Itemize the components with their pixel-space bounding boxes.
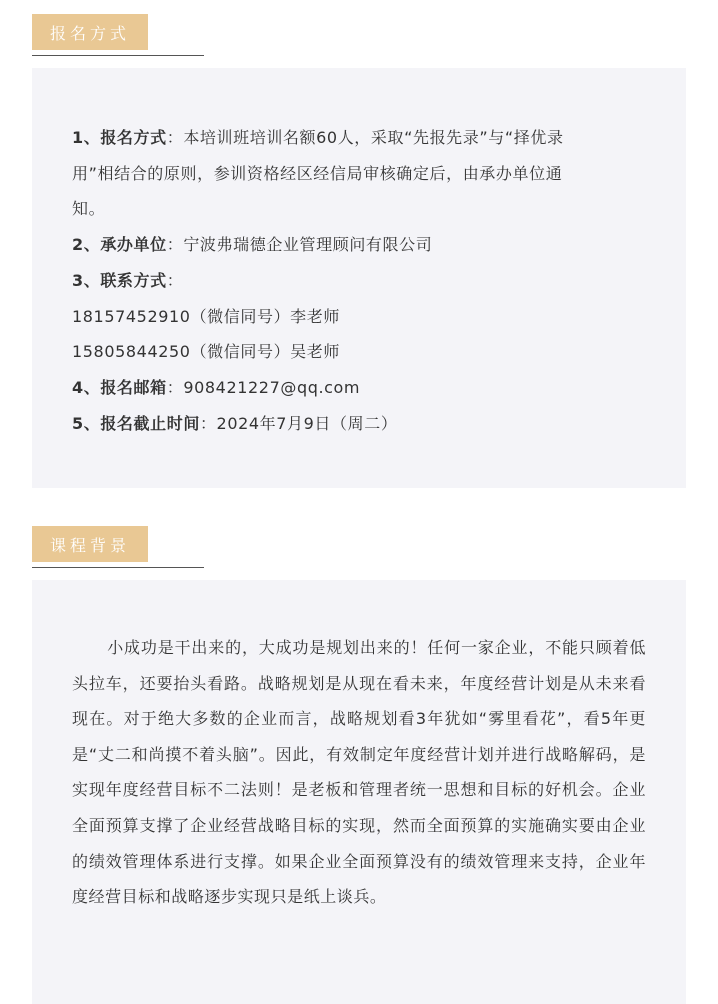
signup-item-contact-text: ： (166, 270, 184, 290)
background-card (32, 580, 686, 1004)
signup-item-organizer (72, 227, 646, 263)
signup-tag-underline (32, 55, 204, 56)
signup-item-deadline-label: 5、报名截止时间 (72, 413, 200, 433)
background-paragraph: 小成功是干出来的，大成功是规划出来的！任何一家企业，不能只顾着低头拉车，还要抬头看路。战略规划是从现在看未来，年度经营计划是从未来看现在。对于绝大多数的企业而言，战略规划看3年犹如“雾里看花”，看5年更是“丈二和尚摸不着头脑”。因此，有效制定年度经营计划并进行战略解码，是实现年度经营目标不二法则！是老板和管理者统一思想和目标的好机会。企业全面预算支撑了企业经营战略目标的实现，然而全面预算的实施确实要由企业的绩效管理体系进行支撑。如果企业全面预算没有的绩效管理来支持，企业年度经营目标和战略逐步实现只是纸上谈兵。 (72, 638, 646, 907)
signup-item-deadline-text: ：2024年7月9日（周二） (199, 413, 398, 433)
signup-item-method-label: 1、报名方式 (72, 128, 167, 147)
background-section-tag: 课程背景 (32, 526, 148, 562)
signup-item-organizer-label: 2、承办单位 (72, 235, 167, 255)
signup-contact-phone-1: 18157452910（微信同号）李老师 (72, 306, 340, 326)
background-tag-underline (32, 567, 204, 568)
signup-contact-phone-2: 15805844250（微信同号）吴老师 (72, 342, 340, 362)
signup-item-contact (72, 263, 646, 299)
signup-card (32, 68, 686, 488)
signup-item-organizer-text: ：宁波弗瑞德企业管理顾问有限公司 (166, 235, 433, 255)
signup-item-method-text: ：本培训班培训名额60人，采取“先报先录”与“择优录 (166, 128, 564, 147)
signup-item-email (72, 370, 646, 406)
signup-item-email-text: ：908421227@qq.com (166, 377, 361, 397)
signup-item-method-line3: 知。 (72, 199, 106, 219)
signup-item-email-label: 4、报名邮箱 (72, 377, 167, 397)
signup-item-method-line2: 用”相结合的原则，参训资格经区经信局审核确定后，由承办单位通 (72, 163, 563, 183)
signup-item-contact-label: 3、联系方式 (72, 270, 167, 290)
signup-item-deadline (72, 406, 646, 442)
signup-section-tag: 报名方式 (32, 14, 148, 50)
signup-item-method (72, 120, 646, 156)
